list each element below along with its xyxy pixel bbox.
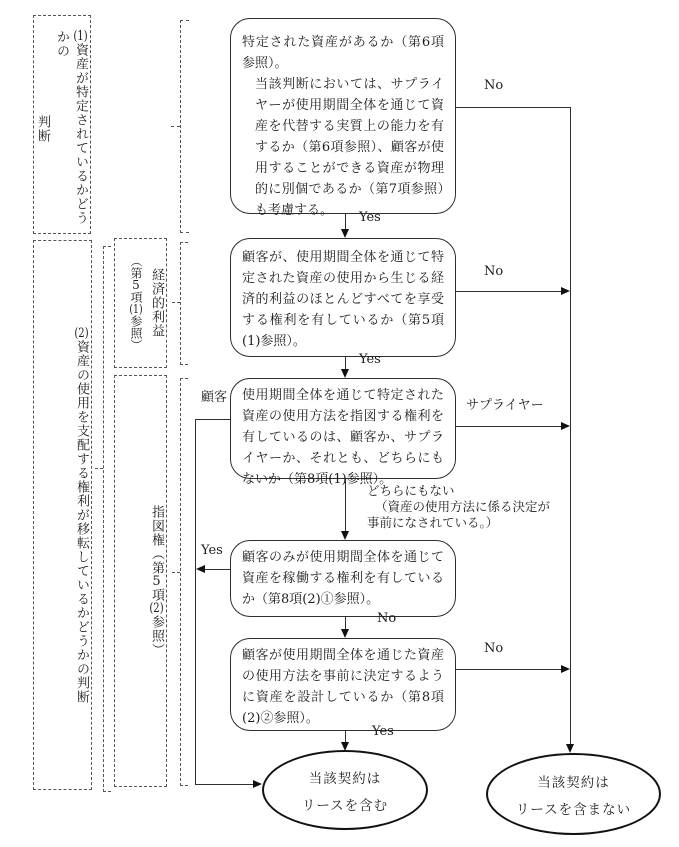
dir-ref-kou: 項 <box>149 588 164 602</box>
economic-benefit-text <box>115 239 166 367</box>
connector-box1-no <box>456 107 570 108</box>
brace-economic-nub <box>172 302 180 303</box>
arrowhead-box3-supplier <box>561 422 570 430</box>
decision-3-paragraph: 使用期間全体を通じて特定された資産の使用方法を指図する権利を有しているのは、顧客か、サプライヤーか、それとも、どちらにもないか（第8項(1)参照）。 <box>242 388 444 487</box>
section-label-2-text <box>34 241 91 789</box>
arrowhead-box5-no <box>561 665 570 673</box>
edge-label-yes-3: Yes <box>201 543 223 558</box>
connector-left-trunk <box>195 419 196 785</box>
result-ellipse-no-lease <box>486 753 661 835</box>
decision-4-paragraph: 顧客のみが使用期間全体を通じて資産を稼働する権利を有しているか（第8項(2)①参照）。 <box>242 550 444 607</box>
connector-box4-yes <box>205 569 230 570</box>
edge-label-no-4: No <box>484 641 504 656</box>
edge-label-no-2: No <box>484 264 504 279</box>
result-no-lease-line2: リースを含まない <box>515 801 632 818</box>
dir-ref-paren: (2) <box>149 602 164 615</box>
econ-ref-close: 参照） <box>129 315 143 351</box>
brace-section1-hook-top <box>180 20 189 21</box>
edge-label-neither-line2: （資産の使用方法に係る決定が <box>375 499 551 514</box>
direction-right-label-box <box>114 375 167 787</box>
econ-ref-open: （第 <box>129 255 143 279</box>
econ-ref-paren: (1) <box>129 303 143 315</box>
section-1-line2: 判断 <box>35 114 50 143</box>
brace-economic-stem <box>180 242 181 365</box>
section-label-1-text <box>34 16 90 233</box>
economic-benefit-ref <box>126 239 146 367</box>
dir-ref-close: 参照） <box>149 615 164 657</box>
section-2-line1: 資産の使用を支配する権利が移転しているかどうかの判断 <box>74 339 89 704</box>
arrowhead-box3-box4 <box>341 531 349 540</box>
brace-section1-hook-bottom <box>180 232 189 233</box>
decision-1-paragraph-1: 特定された資産があるか（第6項参照）。 <box>242 35 444 71</box>
connector-box1-box2 <box>345 213 346 230</box>
edge-label-no-3: No <box>377 611 397 626</box>
direction-right-text <box>115 376 166 786</box>
connector-box2-no <box>456 291 563 292</box>
economic-benefit-label-box <box>114 238 167 368</box>
result-ellipse-contains-lease <box>262 750 428 830</box>
brace-section1-nub <box>171 126 180 127</box>
dir-ref-num: 5 <box>152 575 161 588</box>
edge-label-neither <box>367 483 550 531</box>
brace-economic-hook-bottom <box>180 364 188 365</box>
edge-label-neither-line1: どちらにもない <box>367 483 455 498</box>
result-no-lease-line1: 当該契約は <box>537 774 610 791</box>
decision-box-economic-benefit <box>230 238 456 357</box>
connector-box3-box4 <box>345 479 346 532</box>
economic-benefit-title: 経済的利益 <box>149 268 164 338</box>
arrowhead-box4-box5 <box>341 629 349 638</box>
edge-label-yes-2: Yes <box>359 352 381 367</box>
brace-direction-hook-bottom <box>180 785 188 786</box>
brace-direction-nub <box>172 572 180 573</box>
section-2-main-column <box>72 241 91 789</box>
section-label-box-1 <box>33 15 91 234</box>
connector-box3-supplier <box>456 426 563 427</box>
connector-box3-customer <box>195 419 230 420</box>
brace-section2-hook-top <box>103 246 111 247</box>
arrowhead-no-lease <box>566 744 574 753</box>
edge-label-yes-4: Yes <box>372 724 394 739</box>
decision-5-paragraph: 顧客が使用期間全体を通じた資産の使用方法を事前に決定するように資産を設計しているか（第8項(2)②参照）。 <box>242 648 444 726</box>
decision-box-operate-right <box>230 540 456 617</box>
section-label-box-2 <box>33 240 92 790</box>
brace-direction-hook-top <box>180 378 188 379</box>
section-1-line1: 資産が特定されているかどうかの <box>54 30 88 225</box>
arrowhead-left-lease <box>253 780 262 788</box>
edge-label-customer: 顧客 <box>201 390 228 405</box>
brace-section1-stem <box>180 20 181 233</box>
edge-label-supplier: サプライヤー <box>466 398 544 413</box>
connector-right-trunk <box>570 107 571 746</box>
decision-box-predetermined-design <box>230 638 456 731</box>
arrowhead-box2-no <box>561 287 570 295</box>
econ-ref-num: 5 <box>132 279 140 291</box>
arrowhead-box1-box2 <box>341 229 349 238</box>
edge-label-yes-1: Yes <box>359 210 381 225</box>
dir-title: 指図権 <box>149 505 164 547</box>
brace-section2-nub <box>95 468 103 469</box>
result-lease-line1: 当該契約は <box>308 770 382 787</box>
section-1-main-column <box>52 30 90 227</box>
direction-right-title <box>147 376 166 786</box>
brace-section2-stem <box>103 246 104 792</box>
decision-2-paragraph: 顧客が、使用期間全体を通じて特定された資産の使用から生じる経済的利益のほとんどすべてを享受する権利を有しているか（第5項(1)参照）。 <box>242 250 444 349</box>
decision-1-paragraph-2: 当該判断においては、サプライヤーが使用期間全体を通じて資産を代替する実質上の能力を有するか（第6項参照）、顧客が使用することができる資産が物理的に別個であるか（第7項参照）も考慮する。 <box>255 77 444 218</box>
connector-left-trunk-lease <box>195 784 255 785</box>
edge-label-no-1: No <box>484 78 504 93</box>
brace-direction-stem <box>180 378 181 786</box>
connector-box5-no <box>456 669 563 670</box>
econ-ref-kou: 項 <box>129 291 143 303</box>
section-1-number: (1) <box>73 30 88 43</box>
arrowhead-box4-yes <box>196 565 205 573</box>
brace-section2-hook-bottom <box>103 791 111 792</box>
brace-economic-hook-top <box>180 242 188 243</box>
edge-label-neither-line3: 事前になされている。） <box>367 515 499 530</box>
result-lease-line2: リースを含む <box>301 797 389 814</box>
dir-ref-open: （第 <box>149 547 164 575</box>
decision-box-direction-right <box>230 378 456 487</box>
section-2-number: (2) <box>74 326 89 340</box>
arrowhead-box2-box3 <box>341 369 349 378</box>
